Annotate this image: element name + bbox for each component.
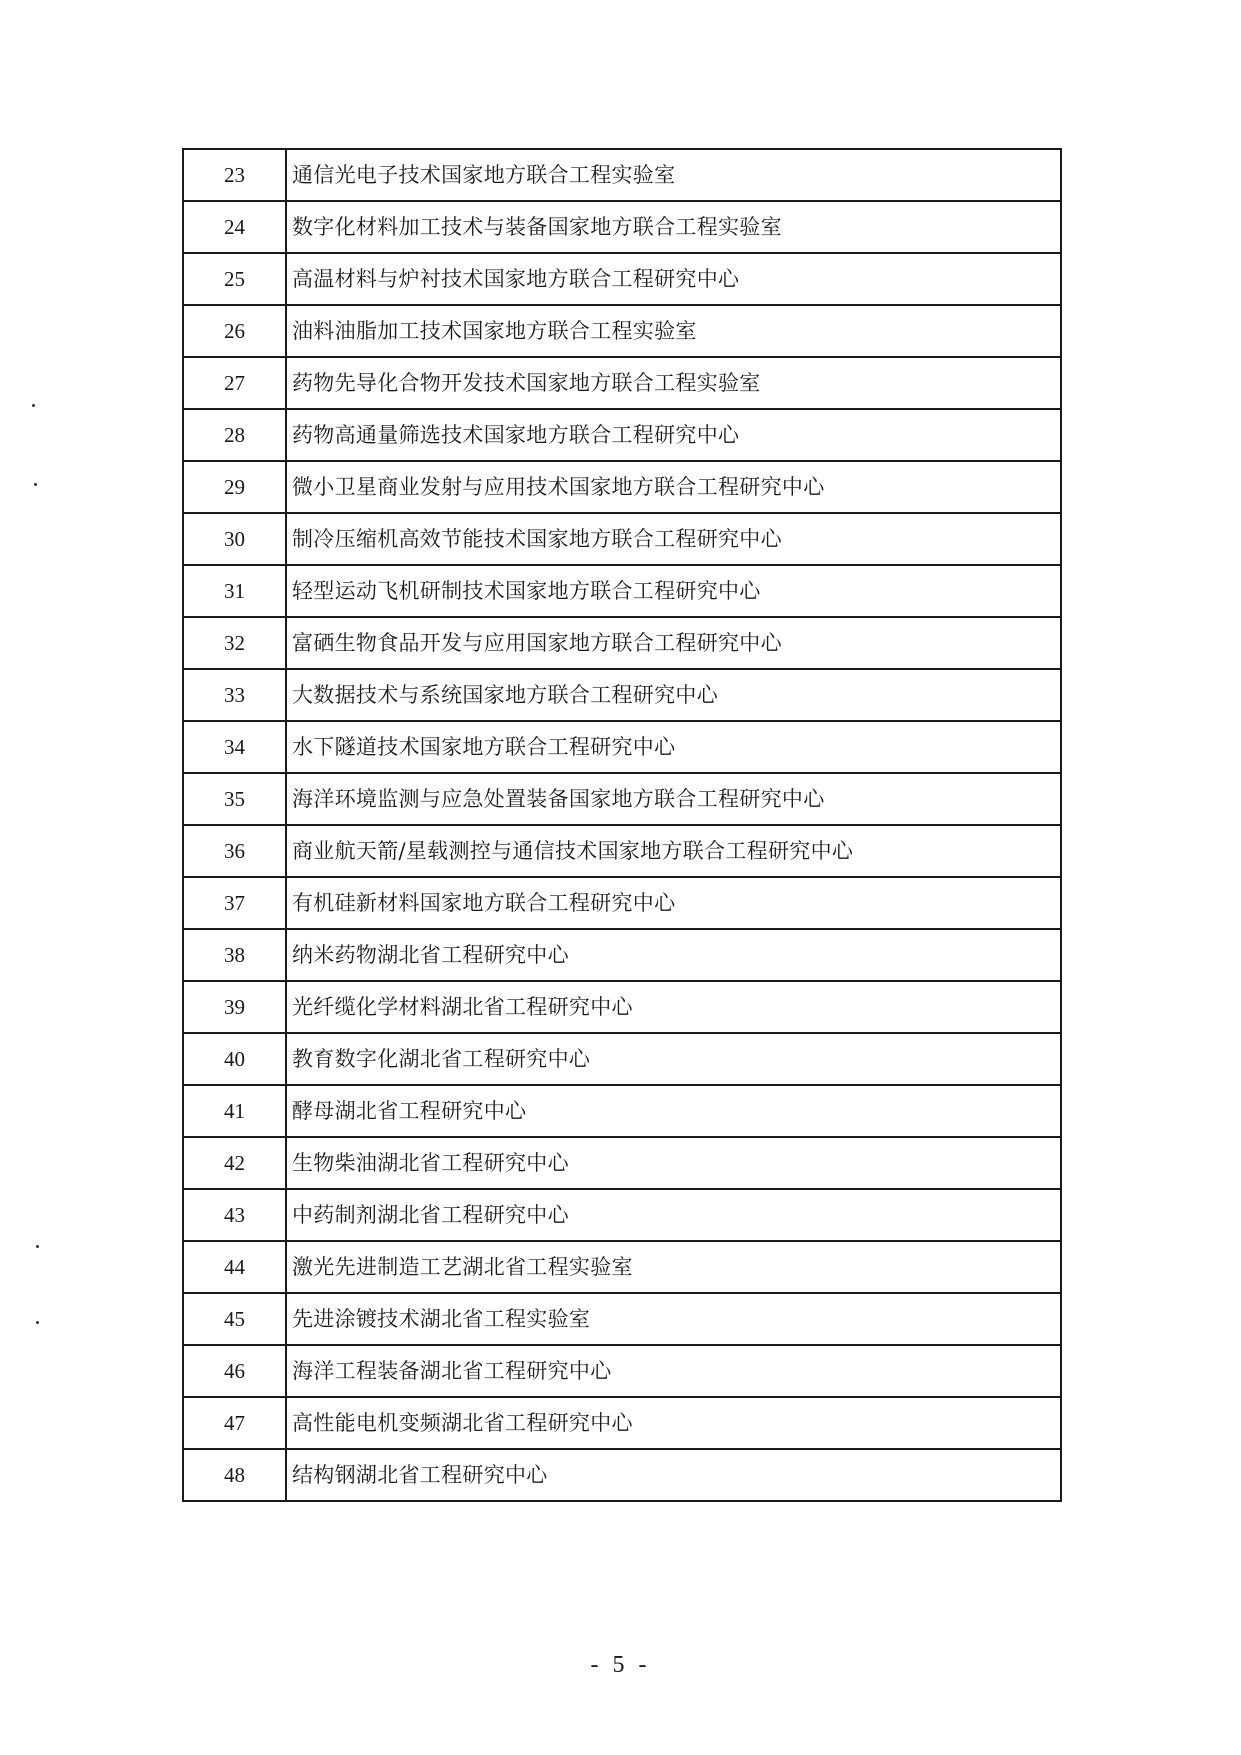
table-row	[183, 1397, 1061, 1449]
center-name-cell: 酵母湖北省工程研究中心	[286, 1085, 1061, 1137]
table-row	[183, 1345, 1061, 1397]
center-name-cell: 中药制剂湖北省工程研究中心	[286, 1189, 1061, 1241]
center-name-cell: 制冷压缩机高效节能技术国家地方联合工程研究中心	[286, 513, 1061, 565]
row-number-cell: 44	[183, 1241, 286, 1293]
center-name-cell: 光纤缆化学材料湖北省工程研究中心	[286, 981, 1061, 1033]
center-name-cell: 海洋工程装备湖北省工程研究中心	[286, 1345, 1061, 1397]
row-number-cell: 36	[183, 825, 286, 877]
center-name-cell: 富硒生物食品开发与应用国家地方联合工程研究中心	[286, 617, 1061, 669]
center-name-cell: 教育数字化湖北省工程研究中心	[286, 1033, 1061, 1085]
page-number: - 5 -	[590, 1652, 651, 1678]
table-row	[183, 305, 1061, 357]
table-row	[183, 513, 1061, 565]
table-row	[183, 669, 1061, 721]
center-name-cell: 水下隧道技术国家地方联合工程研究中心	[286, 721, 1061, 773]
row-number-cell: 33	[183, 669, 286, 721]
table-row	[183, 1241, 1061, 1293]
row-number-cell: 25	[183, 253, 286, 305]
scan-speck	[34, 483, 37, 486]
table-row	[183, 461, 1061, 513]
center-name-cell: 纳米药物湖北省工程研究中心	[286, 929, 1061, 981]
center-name-cell: 微小卫星商业发射与应用技术国家地方联合工程研究中心	[286, 461, 1061, 513]
center-name-cell: 药物高通量筛选技术国家地方联合工程研究中心	[286, 409, 1061, 461]
row-number-cell: 26	[183, 305, 286, 357]
center-name-cell: 海洋环境监测与应急处置装备国家地方联合工程研究中心	[286, 773, 1061, 825]
table-row	[183, 825, 1061, 877]
row-number-cell: 48	[183, 1449, 286, 1501]
center-name-cell: 先进涂镀技术湖北省工程实验室	[286, 1293, 1061, 1345]
table-body	[183, 149, 1061, 1501]
row-number-cell: 24	[183, 201, 286, 253]
center-name-cell: 轻型运动飞机研制技术国家地方联合工程研究中心	[286, 565, 1061, 617]
row-number-cell: 28	[183, 409, 286, 461]
table-row	[183, 721, 1061, 773]
center-name-cell: 药物先导化合物开发技术国家地方联合工程实验室	[286, 357, 1061, 409]
center-name-cell: 激光先进制造工艺湖北省工程实验室	[286, 1241, 1061, 1293]
row-number-cell: 27	[183, 357, 286, 409]
table-row	[183, 773, 1061, 825]
table-row	[183, 877, 1061, 929]
center-name-cell: 数字化材料加工技术与装备国家地方联合工程实验室	[286, 201, 1061, 253]
row-number-cell: 23	[183, 149, 286, 201]
table-row	[183, 1293, 1061, 1345]
table-row	[183, 357, 1061, 409]
row-number-cell: 37	[183, 877, 286, 929]
table-row	[183, 253, 1061, 305]
table-row	[183, 1033, 1061, 1085]
row-number-cell: 31	[183, 565, 286, 617]
row-number-cell: 38	[183, 929, 286, 981]
row-number-cell: 47	[183, 1397, 286, 1449]
center-name-cell: 高性能电机变频湖北省工程研究中心	[286, 1397, 1061, 1449]
row-number-cell: 32	[183, 617, 286, 669]
row-number-cell: 39	[183, 981, 286, 1033]
table-row	[183, 1137, 1061, 1189]
table-row	[183, 929, 1061, 981]
row-number-cell: 41	[183, 1085, 286, 1137]
row-number-cell: 46	[183, 1345, 286, 1397]
row-number-cell: 35	[183, 773, 286, 825]
scan-speck	[36, 1245, 39, 1248]
table-row	[183, 409, 1061, 461]
table-row	[183, 981, 1061, 1033]
center-name-cell: 商业航天箭/星载测控与通信技术国家地方联合工程研究中心	[286, 825, 1061, 877]
row-number-cell: 43	[183, 1189, 286, 1241]
table-row	[183, 201, 1061, 253]
center-name-cell: 油料油脂加工技术国家地方联合工程实验室	[286, 305, 1061, 357]
center-name-cell: 结构钢湖北省工程研究中心	[286, 1449, 1061, 1501]
row-number-cell: 40	[183, 1033, 286, 1085]
center-name-cell: 高温材料与炉衬技术国家地方联合工程研究中心	[286, 253, 1061, 305]
row-number-cell: 45	[183, 1293, 286, 1345]
engineering-center-list-table	[182, 148, 1062, 1502]
table-row	[183, 149, 1061, 201]
table-row	[183, 565, 1061, 617]
table-row	[183, 617, 1061, 669]
row-number-cell: 29	[183, 461, 286, 513]
table-row	[183, 1189, 1061, 1241]
row-number-cell: 42	[183, 1137, 286, 1189]
table-row	[183, 1449, 1061, 1501]
row-number-cell: 30	[183, 513, 286, 565]
scan-speck	[32, 404, 35, 407]
table-row	[183, 1085, 1061, 1137]
row-number-cell: 34	[183, 721, 286, 773]
center-name-cell: 生物柴油湖北省工程研究中心	[286, 1137, 1061, 1189]
scan-speck	[36, 1321, 39, 1324]
center-name-cell: 有机硅新材料国家地方联合工程研究中心	[286, 877, 1061, 929]
center-name-cell: 大数据技术与系统国家地方联合工程研究中心	[286, 669, 1061, 721]
center-name-cell: 通信光电子技术国家地方联合工程实验室	[286, 149, 1061, 201]
